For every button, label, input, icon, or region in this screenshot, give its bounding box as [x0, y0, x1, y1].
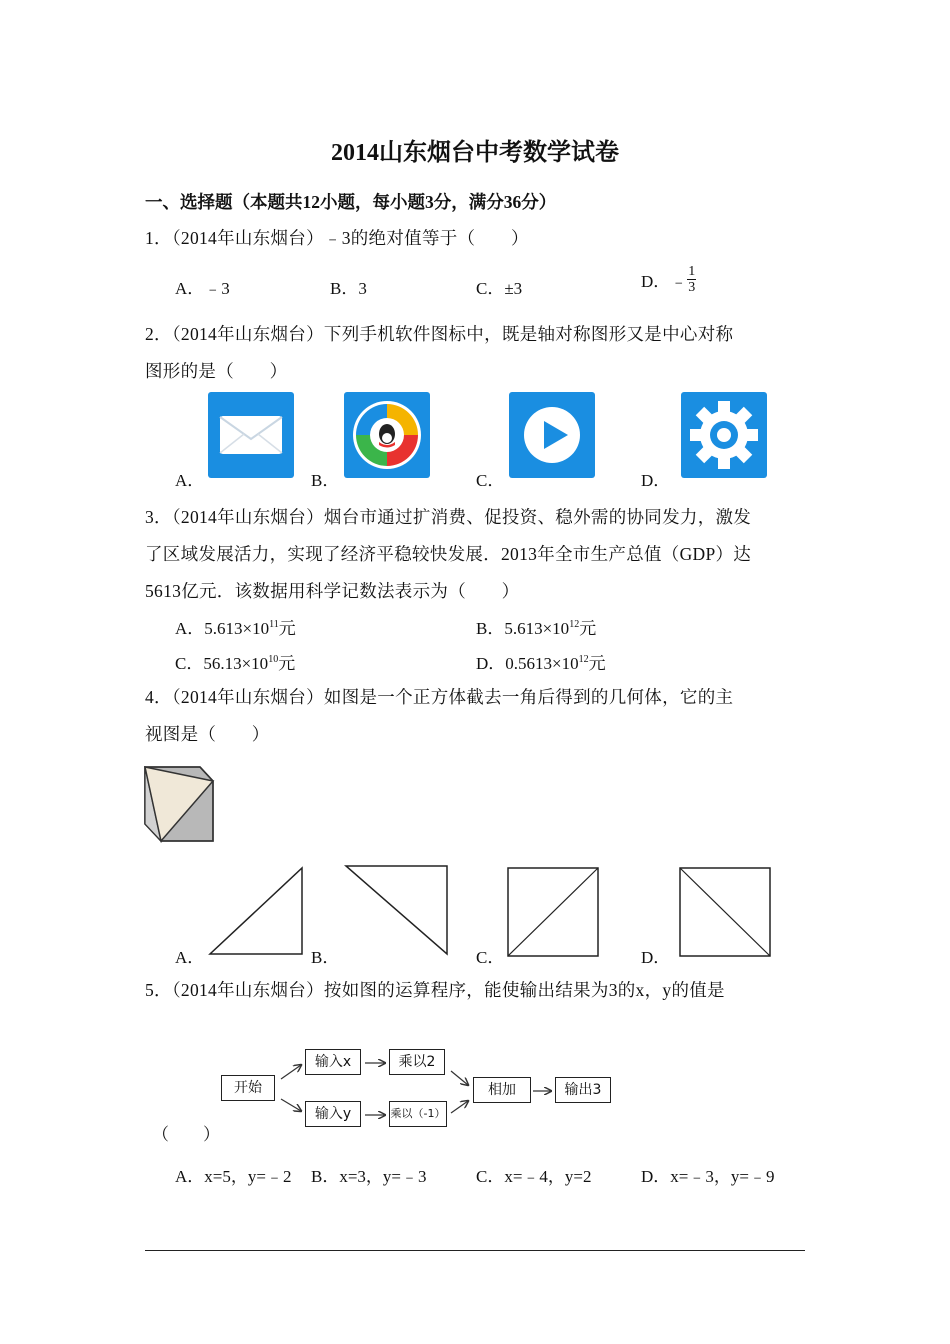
page-title: 2014山东烟台中考数学试卷 — [331, 140, 619, 166]
flow-output: 输出3 — [555, 1077, 611, 1103]
q1-option-a: A．﹣3 — [175, 279, 230, 298]
q3-option-c-unit: 元 — [278, 654, 296, 673]
q4-shape-c — [506, 866, 600, 963]
flow-input-y: 输入y — [305, 1101, 361, 1127]
q2-label-c: C． — [476, 471, 505, 490]
q4-label-d: D． — [641, 948, 671, 967]
envelope-icon — [208, 392, 294, 478]
q3-option-d-base: D．0.5613×10 — [476, 654, 579, 673]
q4-label-b: B． — [311, 948, 340, 967]
question-3-line-2: 了区域发展活力，实现了经济平稳较快发展．2013年全市生产总值（GDP）达 — [145, 544, 752, 564]
question-3-line-3: 5613亿元．该数据用科学记数法表示为（ ） — [145, 581, 520, 601]
q3-option-b-unit: 元 — [579, 619, 597, 638]
q3-option-d — [476, 649, 606, 674]
q3-option-a-exponent: 11 — [269, 619, 279, 630]
q3-option-a — [175, 614, 296, 639]
q3-option-d-unit: 元 — [588, 654, 606, 673]
q2-label-a: A． — [175, 471, 205, 490]
flowchart — [215, 1045, 615, 1130]
q5-option-d: D．x=﹣3，y=﹣9 — [641, 1167, 775, 1186]
flow-start: 开始 — [221, 1075, 275, 1101]
q5-answer-paren: （ ） — [152, 1125, 220, 1144]
cube-figure — [143, 764, 217, 849]
q1-option-c: C．±3 — [476, 279, 523, 298]
q4-shape-d — [678, 866, 772, 963]
q5-option-b: B．x=3，y=﹣3 — [311, 1167, 427, 1186]
q3-option-b-base: B．5.613×10 — [476, 619, 570, 638]
q1-option-d — [641, 264, 696, 295]
question-5-text: 5．（2014年山东烟台）按如图的运算程序，能使输出结果为3的x，y的值是 — [145, 980, 725, 1000]
section-heading: 一、选择题（本题共12小题，每小题3分，满分36分） — [145, 192, 557, 212]
q4-label-a: A． — [175, 948, 205, 967]
flow-arrows — [215, 1045, 615, 1130]
fraction-denominator: 3 — [688, 280, 696, 295]
q4-shape-a — [205, 865, 307, 962]
flow-input-x: 输入x — [305, 1049, 361, 1075]
question-1-text: 1．（2014年山东烟台）﹣3的绝对值等于（ ） — [145, 228, 529, 248]
footer-rule — [145, 1250, 805, 1251]
q2-label-d: D． — [641, 471, 671, 490]
q4-shape-b — [343, 863, 451, 962]
fraction — [687, 264, 696, 295]
question-2-line-2: 图形的是（ ） — [145, 361, 288, 381]
question-4-line-2: 视图是（ ） — [145, 724, 270, 744]
flow-add: 相加 — [473, 1077, 531, 1103]
q4-label-c: C． — [476, 948, 505, 967]
qq-browser-icon — [344, 392, 430, 478]
question-4-line-1: 4．（2014年山东烟台）如图是一个正方体截去一角后得到的几何体，它的主 — [145, 687, 734, 707]
question-2-line-1: 2．（2014年山东烟台）下列手机软件图标中，既是轴对称图形又是中心对称 — [145, 324, 734, 344]
q1-option-d-prefix: D．﹣ — [641, 272, 688, 291]
q3-option-b — [476, 614, 596, 639]
q3-option-d-exponent: 12 — [578, 654, 589, 665]
gear-icon — [681, 392, 767, 478]
q3-option-c-base: C．56.13×10 — [175, 654, 269, 673]
q2-label-b: B． — [311, 471, 340, 490]
q3-option-c-exponent: 10 — [268, 654, 279, 665]
q5-option-a: A．x=5，y=﹣2 — [175, 1167, 292, 1186]
q3-option-a-unit: 元 — [278, 619, 296, 638]
q5-option-c: C．x=﹣4，y=2 — [476, 1167, 592, 1186]
question-3-line-1: 3．（2014年山东烟台）烟台市通过扩消费、促投资、稳外需的协同发力，激发 — [145, 507, 752, 527]
play-icon — [509, 392, 595, 478]
q3-option-c — [175, 649, 295, 674]
q3-option-a-base: A．5.613×10 — [175, 619, 270, 638]
flow-times-2: 乘以2 — [389, 1049, 445, 1075]
flow-times-neg-1: 乘以（-1） — [389, 1101, 447, 1127]
fraction-numerator: 1 — [688, 264, 696, 279]
q3-option-b-exponent: 12 — [569, 619, 580, 630]
q1-option-b: B．3 — [330, 279, 367, 298]
